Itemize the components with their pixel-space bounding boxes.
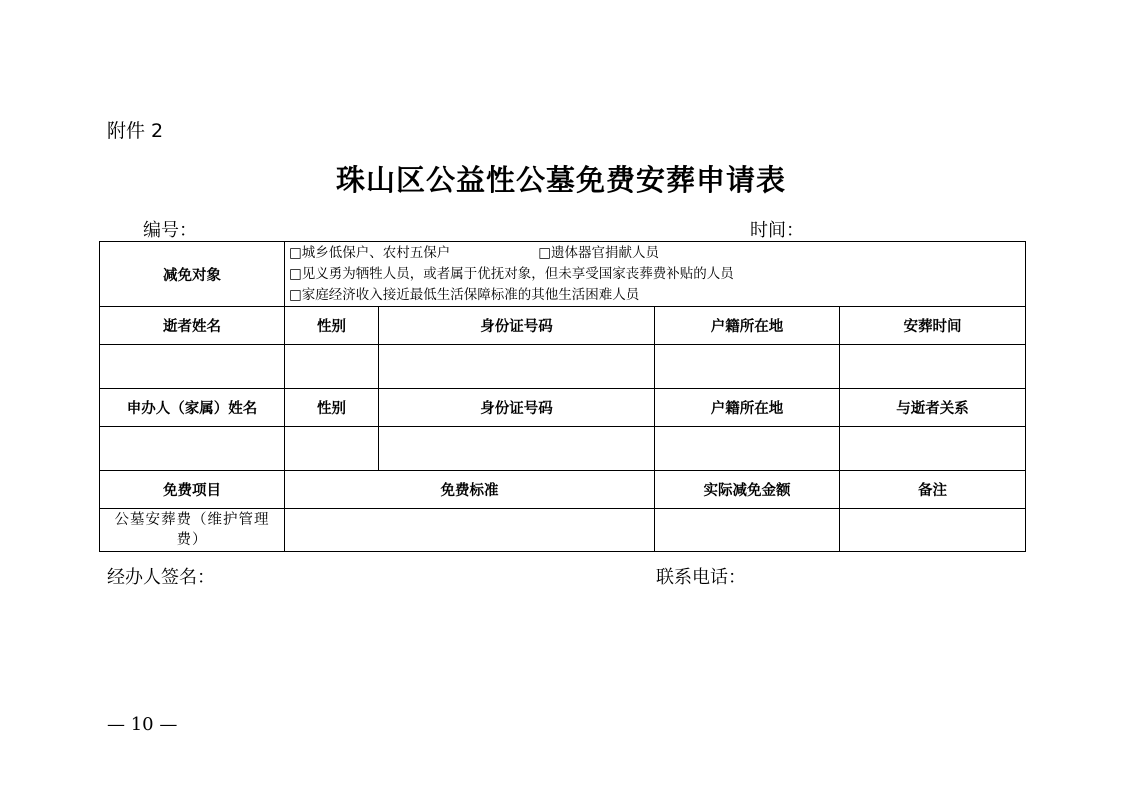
applicant-id-cell[interactable]: [379, 427, 655, 471]
exemption-label: 减免对象: [100, 242, 285, 307]
fee-item-cemetery: 公墓安葬费（维护管理费）: [100, 509, 285, 552]
deceased-header-row: [100, 307, 1026, 345]
header-fee-standard: 免费标准: [285, 471, 655, 509]
header-burial-time: 安葬时间: [840, 307, 1026, 345]
option-organ-donor[interactable]: □遗体器官捐献人员: [538, 244, 660, 261]
attachment-label: 附件 2: [107, 120, 164, 142]
header-deceased-gender: 性别: [285, 307, 379, 345]
applicant-gender-cell[interactable]: [285, 427, 379, 471]
applicant-residence-cell[interactable]: [655, 427, 840, 471]
exemption-options: [285, 242, 1026, 307]
deceased-name-cell[interactable]: [100, 345, 285, 389]
fee-item-row: [100, 509, 1026, 552]
burial-time-cell[interactable]: [840, 345, 1026, 389]
serial-number-label: 编号：: [143, 220, 197, 241]
header-actual-amount: 实际减免金额: [655, 471, 840, 509]
deceased-input-row: [100, 345, 1026, 389]
remarks-cell[interactable]: [840, 509, 1026, 552]
header-applicant-gender: 性别: [285, 389, 379, 427]
fee-standard-cell[interactable]: [285, 509, 655, 552]
option-heroic-sacrifice[interactable]: □见义勇为牺牲人员，或者属于优抚对象，但未享受国家丧葬费补贴的人员: [289, 265, 734, 282]
fee-header-row: [100, 471, 1026, 509]
header-deceased-residence: 户籍所在地: [655, 307, 840, 345]
deceased-id-cell[interactable]: [379, 345, 655, 389]
header-applicant-residence: 户籍所在地: [655, 389, 840, 427]
header-applicant-name: 申办人（家属）姓名: [100, 389, 285, 427]
header-fee-item: 免费项目: [100, 471, 285, 509]
option-near-poverty-family[interactable]: □家庭经济收入接近最低生活保障标准的其他生活困难人员: [289, 286, 640, 303]
deceased-gender-cell[interactable]: [285, 345, 379, 389]
relationship-cell[interactable]: [840, 427, 1026, 471]
applicant-name-cell[interactable]: [100, 427, 285, 471]
applicant-header-row: [100, 389, 1026, 427]
deceased-residence-cell[interactable]: [655, 345, 840, 389]
option-low-income-household[interactable]: □城乡低保户、农村五保户: [289, 244, 451, 261]
applicant-input-row: [100, 427, 1026, 471]
handler-signature-label: 经办人签名：: [107, 567, 215, 588]
header-deceased-id: 身份证号码: [379, 307, 655, 345]
exemption-row: [100, 242, 1026, 307]
time-label: 时间：: [750, 220, 804, 241]
contact-phone-label: 联系电话：: [656, 567, 746, 588]
page-number: — 10 —: [107, 714, 178, 735]
header-applicant-id: 身份证号码: [379, 389, 655, 427]
header-remarks: 备注: [840, 471, 1026, 509]
actual-amount-cell[interactable]: [655, 509, 840, 552]
header-relationship: 与逝者关系: [840, 389, 1026, 427]
header-deceased-name: 逝者姓名: [100, 307, 285, 345]
application-form-table: [99, 241, 1026, 552]
form-title: 珠山区公益性公墓免费安葬申请表: [335, 163, 786, 197]
